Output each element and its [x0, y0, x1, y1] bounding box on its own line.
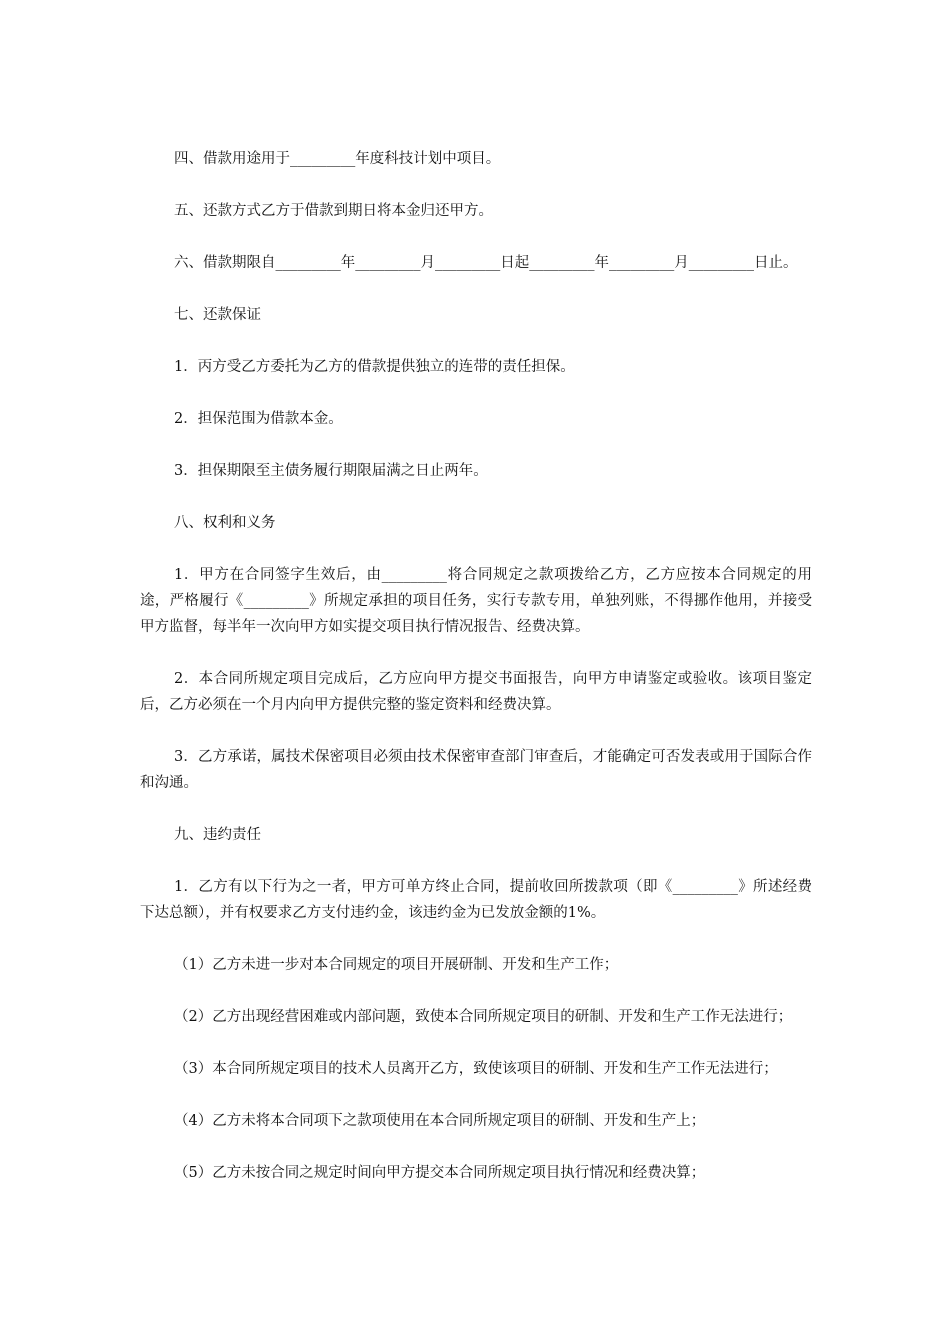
list-item-breach-case-1: （1）乙方未进一步对本合同规定的项目开展研制、开发和生产工作；	[174, 957, 619, 973]
heading-rights-obligations: 八、权利和义务	[174, 515, 276, 531]
paragraph-rights-3: 3．乙方承诺，属技术保密项目必须由技术保密审查部门审查后，才能确定可否发表或用于国际合作和沟通。	[140, 749, 812, 791]
paragraph-guarantee-2: 2．担保范围为借款本金。	[174, 411, 343, 427]
paragraph-loan-term: 六、借款期限自_________年_________月_________日起_________年_________月_________日止。	[174, 255, 798, 271]
list-item-breach-case-2: （2）乙方出现经营困难或内部问题，致使本合同所规定项目的研制、开发和生产工作无法进行；	[174, 1009, 793, 1025]
paragraph-breach-1: 1．乙方有以下行为之一者，甲方可单方终止合同，提前收回所拨款项（即《_________》所述经费下达总额），并有权要求乙方支付违约金，该违约金为已发放金额的1%。	[140, 879, 812, 921]
paragraph-rights-2: 2．本合同所规定项目完成后，乙方应向甲方提交书面报告，向甲方申请鉴定或验收。该项目鉴定后，乙方必须在一个月内向甲方提供完整的鉴定资料和经费决算。	[140, 671, 812, 713]
heading-repayment-guarantee: 七、还款保证	[174, 307, 261, 323]
document-body	[140, 146, 812, 1186]
paragraph-guarantee-3: 3．担保期限至主债务履行期限届满之日止两年。	[174, 463, 488, 479]
list-item-breach-case-3: （3）本合同所规定项目的技术人员离开乙方，致使该项目的研制、开发和生产工作无法进行；	[174, 1061, 778, 1077]
paragraph-guarantee-1: 1．丙方受乙方委托为乙方的借款提供独立的连带的责任担保。	[174, 359, 575, 375]
paragraph-repayment-method: 五、还款方式乙方于借款到期日将本金归还甲方。	[174, 203, 493, 219]
heading-breach-liability: 九、违约责任	[174, 827, 261, 843]
paragraph-loan-purpose: 四、借款用途用于_________年度科技计划中项目。	[174, 151, 501, 167]
list-item-breach-case-4: （4）乙方未将本合同项下之款项使用在本合同所规定项目的研制、开发和生产上；	[174, 1113, 706, 1129]
list-item-breach-case-5: （5）乙方未按合同之规定时间向甲方提交本合同所规定项目执行情况和经费决算；	[174, 1165, 706, 1181]
paragraph-rights-1: 1．甲方在合同签字生效后，由_________将合同规定之款项拨给乙方，乙方应按本合同规定的用途，严格履行《_________》所规定承担的项目任务，实行专款专用，单独列账，不得挪作他用，并接受甲方监督，每半年一次向甲方如实提交项目执行情况报告、经费决算。	[140, 567, 812, 635]
